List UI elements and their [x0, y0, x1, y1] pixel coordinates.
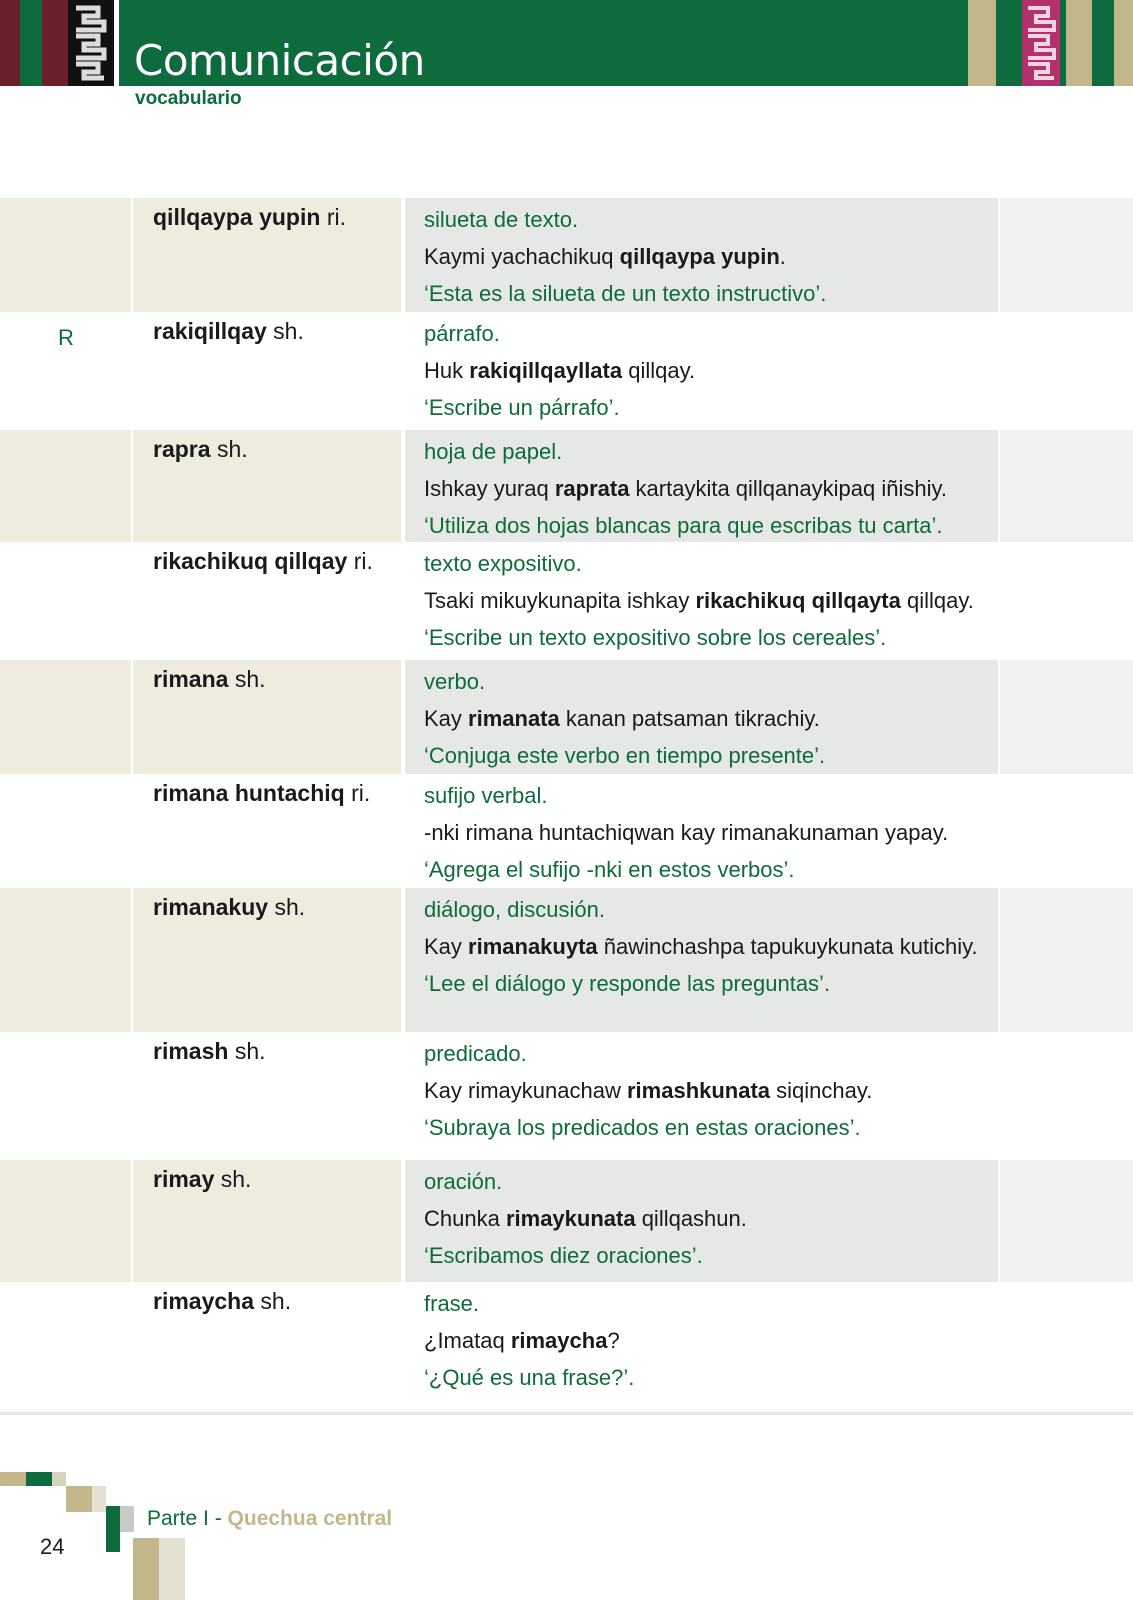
- part-of-speech: sh.: [234, 666, 266, 692]
- example-sentence: [424, 585, 994, 617]
- headword-cell: [133, 198, 401, 312]
- definition: [424, 318, 994, 424]
- footer-block: [92, 1486, 106, 1512]
- example-bold: rakiqillqayllata: [469, 358, 623, 383]
- meaning: texto expositivo.: [424, 551, 582, 576]
- meaning: hoja de papel.: [424, 439, 563, 464]
- table-bottom-rule: [0, 1412, 1133, 1415]
- vocabulary-row: [0, 1160, 1133, 1282]
- translation: ‘Escribe un texto expositivo sobre los cereales’.: [424, 625, 887, 650]
- example-pre: Kay rimaykunachaw: [424, 1078, 627, 1103]
- zigzag-pattern-icon: [1022, 0, 1060, 86]
- translation: ‘¿Qué es una frase?’.: [424, 1365, 635, 1390]
- letter-cell: [0, 660, 131, 774]
- definition-cell: [405, 888, 998, 1032]
- section-letter: R: [58, 325, 74, 350]
- letter-cell: [0, 312, 131, 430]
- example-post: ñawinchashpa tapukuykunata kutichiy.: [597, 934, 978, 959]
- margin-cell: [1000, 542, 1133, 660]
- headword: [153, 780, 370, 807]
- weave-strip-left: [0, 0, 20, 86]
- headword-text: rimana: [153, 666, 229, 692]
- vocabulary-row: [0, 888, 1133, 1032]
- part-of-speech: sh.: [234, 1038, 266, 1064]
- vocabulary-row: [0, 542, 1133, 660]
- definition-cell: [405, 774, 998, 888]
- meaning: oración.: [424, 1169, 503, 1194]
- example-sentence: [424, 1075, 994, 1107]
- definition: [424, 894, 994, 1000]
- headword: [153, 666, 266, 693]
- footer-block: [133, 1538, 159, 1600]
- example-sentence: [424, 703, 994, 735]
- definition: [424, 204, 994, 310]
- margin-cell: [1000, 1282, 1133, 1410]
- vocabulary-row: [0, 312, 1133, 430]
- example-post: qillqay.: [622, 358, 696, 383]
- translation: ‘Agrega el sufijo -nki en estos verbos’.: [424, 857, 795, 882]
- margin-cell: [1000, 1160, 1133, 1282]
- footer-block: [120, 1506, 134, 1532]
- definition: [424, 666, 994, 772]
- example-bold: rimaycha: [510, 1328, 608, 1353]
- example-pre: Chunka: [424, 1206, 506, 1231]
- margin-cell: [1000, 774, 1133, 888]
- example-sentence: [424, 241, 994, 273]
- part-of-speech: ri.: [326, 204, 346, 230]
- headword-text: rimay: [153, 1166, 215, 1192]
- part-of-speech: sh.: [273, 318, 304, 344]
- definition-cell: [405, 430, 998, 542]
- letter-cell: [0, 1282, 131, 1410]
- translation: ‘Esta es la silueta de un texto instructivo’.: [424, 281, 827, 306]
- vocabulary-row: [0, 198, 1133, 312]
- translation: ‘Lee el diálogo y responde las preguntas’.: [424, 971, 831, 996]
- definition-cell: [405, 1282, 998, 1410]
- headword-text: rapra: [153, 436, 211, 462]
- example-post: kartaykita qillqanaykipaq iñishiy.: [629, 476, 947, 501]
- letter-cell: [0, 1032, 131, 1160]
- weave-strip-right: [1066, 0, 1092, 86]
- meaning: diálogo, discusión.: [424, 897, 606, 922]
- letter-cell: [0, 542, 131, 660]
- headword-text: rimash: [153, 1038, 229, 1064]
- example-bold: rikachikuq qillqayta: [695, 588, 901, 613]
- headword-cell: [133, 888, 401, 1032]
- vocabulary-row: [0, 774, 1133, 888]
- footer-section: Quechua central: [227, 1507, 393, 1530]
- headword: [153, 1166, 251, 1193]
- definition: [424, 1166, 994, 1272]
- headword: [153, 1038, 266, 1065]
- part-of-speech: sh.: [274, 894, 306, 920]
- letter-cell: [0, 198, 131, 312]
- letter-cell: [0, 1160, 131, 1282]
- part-of-speech: ri.: [351, 780, 371, 806]
- translation: ‘Escribamos diez oraciones’.: [424, 1243, 703, 1268]
- example-pre: Kaymi yachachikuq: [424, 244, 620, 269]
- example-bold: qillqaypa yupin: [619, 244, 780, 269]
- margin-cell: [1000, 312, 1133, 430]
- headword: [153, 436, 248, 463]
- page-title: Comunicación: [134, 36, 425, 85]
- margin-cell: [1000, 1032, 1133, 1160]
- definition: [424, 548, 994, 654]
- example-sentence: [424, 1203, 994, 1235]
- part-of-speech: sh.: [260, 1288, 292, 1314]
- weave-strip-right: [996, 0, 1022, 86]
- meaning: verbo.: [424, 669, 486, 694]
- letter-cell: [0, 774, 131, 888]
- footer-block: [66, 1486, 92, 1512]
- section-subtitle: vocabulario: [135, 88, 242, 109]
- zigzag-pattern-icon: [68, 0, 114, 86]
- example-bold: rimanata: [468, 706, 560, 731]
- meaning: predicado.: [424, 1041, 527, 1066]
- translation: ‘Utiliza dos hojas blancas para que escribas tu carta’.: [424, 513, 943, 538]
- definition: [424, 780, 994, 886]
- letter-cell: [0, 430, 131, 542]
- vocabulary-row: [0, 430, 1133, 542]
- headword-cell: [133, 312, 401, 430]
- definition-cell: [405, 198, 998, 312]
- translation: ‘Subraya los predicados en estas oraciones’.: [424, 1115, 861, 1140]
- example-pre: Tsaki mikuykunapita ishkay: [424, 588, 696, 613]
- definition-cell: [405, 1160, 998, 1282]
- example-post: ?: [607, 1328, 620, 1353]
- example-pre: -nki rimana huntachiqwan kay rimanakunaman yapay.: [424, 820, 949, 845]
- example-sentence: [424, 473, 994, 505]
- example-bold: rimanakuyta: [468, 934, 598, 959]
- example-sentence: [424, 355, 994, 387]
- weave-pattern-icon: [68, 0, 114, 86]
- translation: ‘Escribe un párrafo’.: [424, 395, 620, 420]
- example-post: .: [779, 244, 786, 269]
- weave-strip-left: [20, 0, 42, 86]
- footer-block: [26, 1472, 52, 1486]
- part-of-speech: ri.: [353, 548, 373, 574]
- margin-cell: [1000, 198, 1133, 312]
- part-of-speech: sh.: [216, 436, 248, 462]
- example-post: kanan patsaman tikrachiy.: [559, 706, 820, 731]
- definition-cell: [405, 312, 998, 430]
- footer-part: Parte I -: [147, 1507, 228, 1530]
- footer-block: [106, 1506, 120, 1552]
- definition: [424, 1288, 994, 1394]
- headword-cell: [133, 1282, 401, 1410]
- definition-cell: [405, 1032, 998, 1160]
- weave-pattern-icon: [1022, 0, 1060, 86]
- vocabulary-row: [0, 1032, 1133, 1160]
- meaning: silueta de texto.: [424, 207, 579, 232]
- translation: ‘Conjuga este verbo en tiempo presente’.: [424, 743, 826, 768]
- meaning: sufijo verbal.: [424, 783, 548, 808]
- headword-text: rakiqillqay: [153, 318, 267, 344]
- weave-strip-right: [968, 0, 996, 86]
- footer-part-label: [147, 1507, 392, 1531]
- example-post: qillqashun.: [635, 1206, 747, 1231]
- headword-cell: [133, 1160, 401, 1282]
- meaning: párrafo.: [424, 321, 500, 346]
- example-pre: Kay: [424, 706, 469, 731]
- headword-cell: [133, 542, 401, 660]
- headword-cell: [133, 774, 401, 888]
- example-bold: rimashkunata: [626, 1078, 771, 1103]
- vocabulary-row: [0, 660, 1133, 774]
- example-bold: raprata: [554, 476, 630, 501]
- example-pre: ¿Imataq: [424, 1328, 511, 1353]
- example-post: qillqay.: [900, 588, 974, 613]
- headword: [153, 548, 373, 575]
- headword-text: qillqaypa yupin: [153, 204, 321, 230]
- example-pre: Ishkay yuraq: [424, 476, 555, 501]
- headword-cell: [133, 660, 401, 774]
- page-header: [0, 0, 1133, 86]
- margin-cell: [1000, 888, 1133, 1032]
- headword: [153, 894, 305, 921]
- headword-cell: [133, 430, 401, 542]
- weave-strip-right: [1092, 0, 1114, 86]
- headword: [153, 204, 346, 231]
- headword-text: rimanakuy: [153, 894, 269, 920]
- vocabulary-row: [0, 1282, 1133, 1410]
- headword: [153, 318, 304, 345]
- definition-cell: [405, 542, 998, 660]
- headword: [153, 1288, 291, 1315]
- vocabulary-table: [0, 198, 1133, 1410]
- definition-cell: [405, 660, 998, 774]
- footer-block: [52, 1472, 66, 1486]
- example-pre: Kay: [424, 934, 469, 959]
- letter-cell: [0, 888, 131, 1032]
- example-sentence: [424, 931, 994, 963]
- example-sentence: [424, 1325, 994, 1357]
- weave-strip-right: [1114, 0, 1133, 86]
- definition: [424, 436, 994, 542]
- weave-strip-left: [42, 0, 68, 86]
- margin-cell: [1000, 660, 1133, 774]
- footer-block: [0, 1472, 26, 1486]
- part-of-speech: sh.: [220, 1166, 252, 1192]
- headword-cell: [133, 1032, 401, 1160]
- page-number: 24: [40, 1534, 65, 1559]
- example-sentence: [424, 817, 994, 849]
- example-bold: rimaykunata: [505, 1206, 636, 1231]
- example-pre: Huk: [424, 358, 470, 383]
- example-post: siqinchay.: [770, 1078, 873, 1103]
- headword-text: rikachikuq qillqay: [153, 548, 348, 574]
- headword-text: rimaycha: [153, 1288, 255, 1314]
- margin-cell: [1000, 430, 1133, 542]
- headword-text: rimana huntachiq: [153, 780, 345, 806]
- meaning: frase.: [424, 1291, 480, 1316]
- definition: [424, 1038, 994, 1144]
- footer-block: [159, 1538, 185, 1600]
